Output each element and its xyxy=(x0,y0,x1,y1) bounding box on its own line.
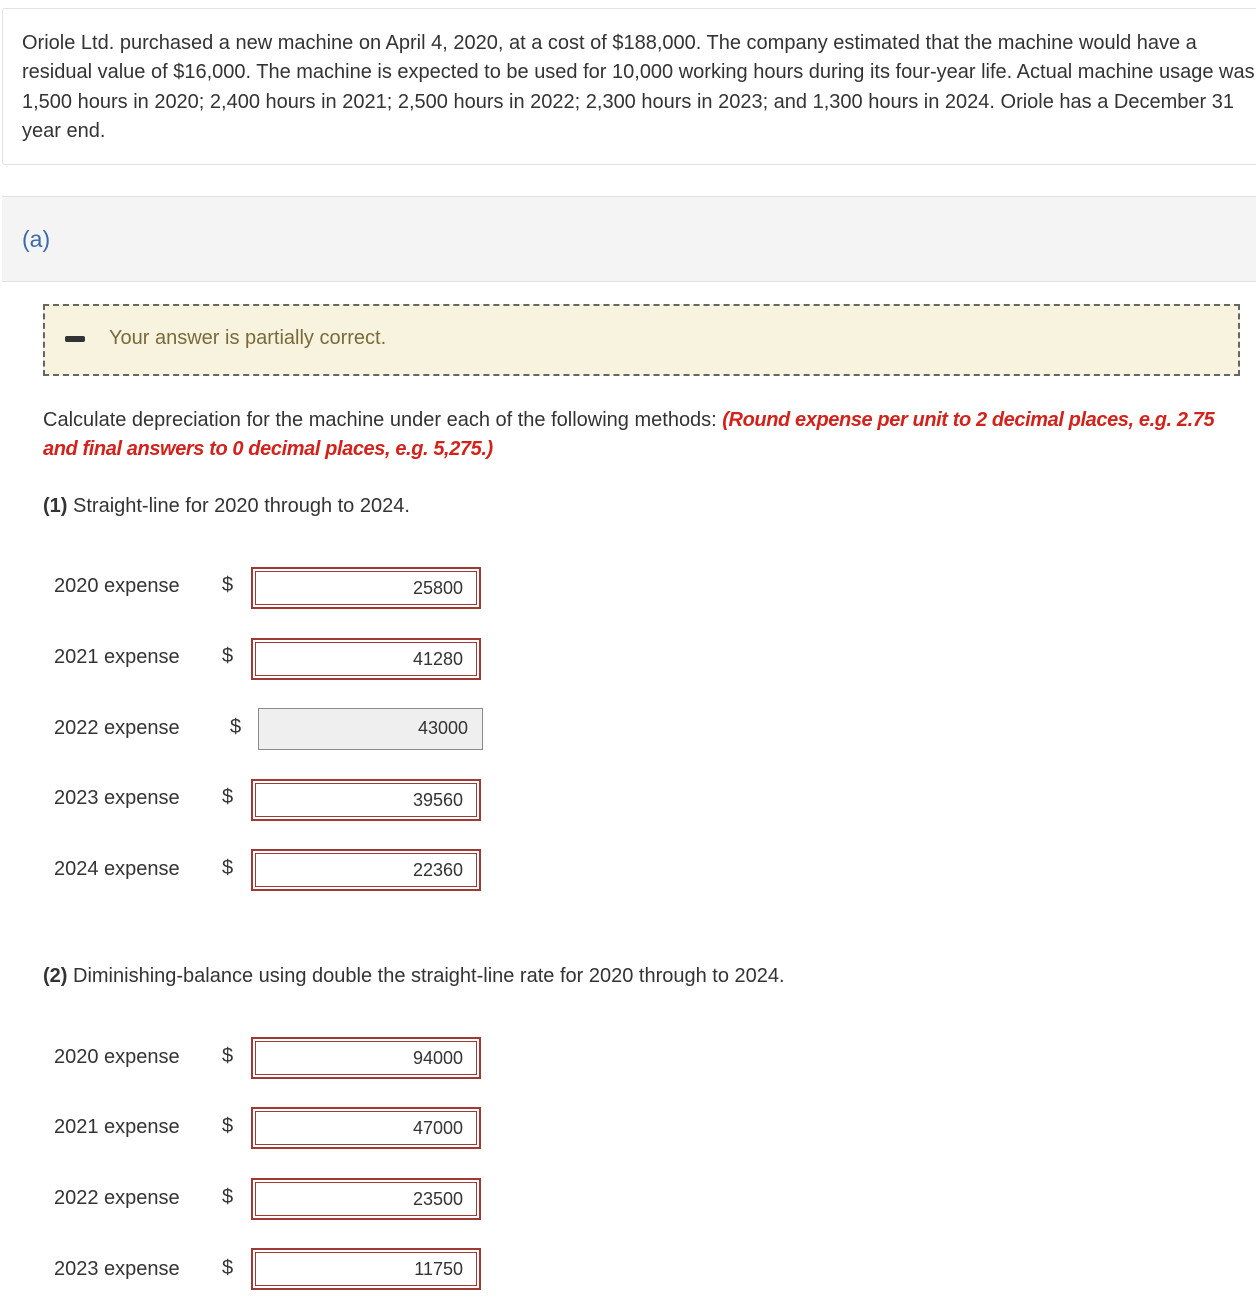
answer-value: 94000 xyxy=(412,1048,463,1068)
section-2-title-text: Diminishing-balance using double the straight-line rate for 2020 through to 2024. xyxy=(67,965,785,987)
s1-2021-expense-input[interactable] xyxy=(251,638,481,680)
dollar-sign: $ xyxy=(222,1257,234,1279)
s1-row-label: 2021 expense xyxy=(54,646,180,668)
section-1-title-text: Straight-line for 2020 through to 2024. xyxy=(67,495,410,517)
s1-row-label: 2023 expense xyxy=(54,787,180,809)
section-2-number: (2) xyxy=(43,965,68,987)
answer-value: 11750 xyxy=(414,1259,463,1279)
problem-text: Oriole Ltd. purchased a new machine on April 4, 2020, at a cost of $188,000. The company estimated that the machine would have a residual value of $16,000. The machine is expected to be used for 10,000 working hours during its four-year life. Actual machine usage was 1,500 hours in 2020; 2,400 hours in 2021; 2,500 hours in 2022; 2,300 hours in 2023; and 1,300 hours in 2024. Oriole has a December 31 year end. xyxy=(22,32,1255,142)
s1-2024-expense-input[interactable] xyxy=(251,849,481,891)
answer-value: 25800 xyxy=(412,578,463,598)
s1-2023-expense-input[interactable] xyxy=(251,779,481,821)
s1-row-label: 2024 expense xyxy=(54,858,180,880)
answer-value: 23500 xyxy=(412,1189,463,1209)
dollar-sign: $ xyxy=(222,574,234,596)
s2-row-label: 2020 expense xyxy=(54,1046,180,1068)
section-1-title xyxy=(43,495,410,518)
s2-2020-expense-input[interactable] xyxy=(251,1037,481,1079)
s2-row-label: 2021 expense xyxy=(54,1116,180,1138)
answer-value: 22360 xyxy=(412,860,463,880)
dollar-sign: $ xyxy=(222,1045,234,1067)
section-1-number: (1) xyxy=(43,495,68,517)
partial-correct-icon xyxy=(65,336,85,342)
s1-2020-expense-input[interactable] xyxy=(251,567,481,609)
s1-row-label: 2020 expense xyxy=(54,575,180,597)
part-header xyxy=(2,196,1256,282)
s2-row-label: 2022 expense xyxy=(54,1187,180,1209)
dollar-sign: $ xyxy=(222,645,234,667)
s2-row-label: 2023 expense xyxy=(54,1258,180,1280)
dollar-sign: $ xyxy=(222,1115,234,1137)
dollar-sign: $ xyxy=(222,857,234,879)
instructions-text: Calculate depreciation for the machine under each of the following methods: xyxy=(43,409,723,431)
answer-value: 39560 xyxy=(412,790,463,810)
instructions xyxy=(43,406,1243,464)
s1-2022-expense-input[interactable] xyxy=(258,708,483,750)
s2-2023-expense-input[interactable] xyxy=(251,1248,481,1290)
answer-value: 47000 xyxy=(412,1118,463,1138)
feedback-text: Your answer is partially correct. xyxy=(109,327,387,349)
dollar-sign: $ xyxy=(222,1186,234,1208)
answer-value: 43000 xyxy=(417,718,468,738)
section-2-title xyxy=(43,965,785,988)
s2-2021-expense-input[interactable] xyxy=(251,1107,481,1149)
dollar-sign: $ xyxy=(222,786,234,808)
rounding-note: (Round expense per unit to 2 decimal places, e.g. 2.75 and final answers to 0 decimal places, e.g. 5,275.) xyxy=(43,409,1215,460)
s2-2022-expense-input[interactable] xyxy=(251,1178,481,1220)
part-label: (a) xyxy=(22,226,51,252)
dollar-sign: $ xyxy=(230,716,242,738)
answer-value: 41280 xyxy=(412,649,463,669)
s1-row-label: 2022 expense xyxy=(54,717,180,739)
